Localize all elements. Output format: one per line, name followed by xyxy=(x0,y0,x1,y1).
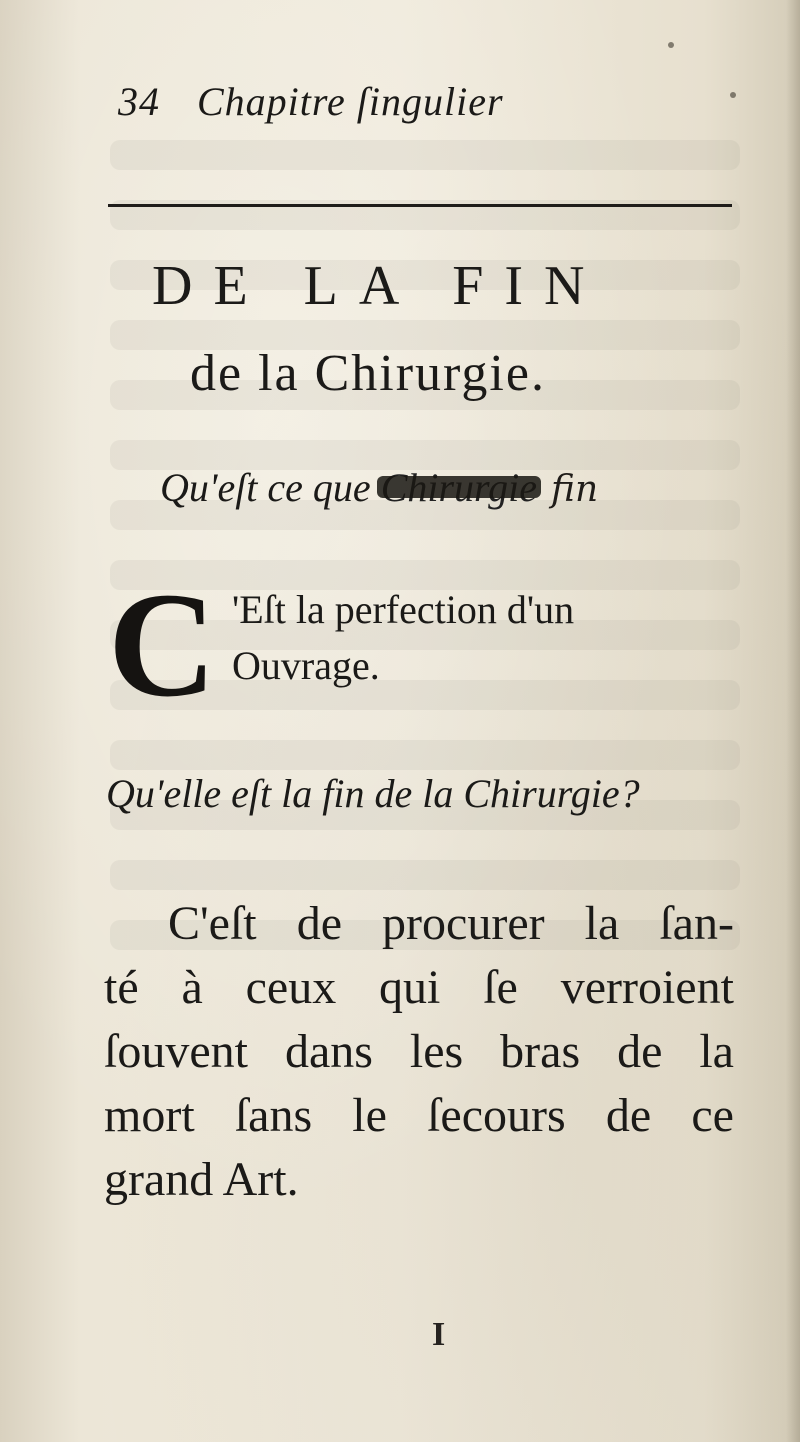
word: ce xyxy=(691,1089,734,1142)
answer-2-line-2 xyxy=(104,956,734,1020)
word: procurer xyxy=(382,897,545,950)
ink-speck xyxy=(668,42,674,48)
answer-2-line-1 xyxy=(104,892,734,956)
word: ſouvent xyxy=(104,1025,248,1078)
word: verroient xyxy=(560,961,734,1014)
chapter-title: DE LA FIN xyxy=(152,255,606,317)
bleed-through-texture xyxy=(110,120,740,980)
question-1 xyxy=(160,464,598,511)
running-title: Chapitre ſingulier xyxy=(197,79,504,124)
drop-capital: C xyxy=(108,562,217,728)
word: de xyxy=(605,1089,652,1142)
ink-strike xyxy=(377,476,541,498)
word: bras xyxy=(500,1025,581,1078)
answer-1-line-2: Ouvrage. xyxy=(232,643,380,688)
question-1-prefix: Qu'eſt ce que xyxy=(160,465,371,510)
answer-2 xyxy=(104,892,734,1212)
answer-1 xyxy=(232,582,732,694)
word: la xyxy=(699,1025,734,1078)
running-head xyxy=(118,78,504,125)
ink-speck xyxy=(730,92,736,98)
answer-2-line-5: grand Art. xyxy=(104,1153,299,1206)
page-number: 34 xyxy=(118,79,160,124)
word: té xyxy=(104,961,139,1014)
word: la xyxy=(584,897,620,950)
word: de xyxy=(617,1025,663,1078)
word: les xyxy=(409,1025,464,1078)
word: ſans xyxy=(234,1089,313,1142)
word: mort xyxy=(104,1089,195,1142)
word: ſecours xyxy=(427,1089,566,1142)
word: à xyxy=(181,961,203,1014)
word: de xyxy=(296,897,342,950)
handwritten-correction: fin xyxy=(551,469,599,510)
answer-2-line-4 xyxy=(104,1084,734,1148)
word: ſan- xyxy=(659,897,734,950)
word: le xyxy=(352,1089,387,1142)
header-rule xyxy=(108,204,732,207)
page-edge-shadow xyxy=(786,0,800,1442)
word: dans xyxy=(284,1025,373,1078)
question-2: Qu'elle eſt la fin de la Chirurgie? xyxy=(106,771,640,816)
word: qui xyxy=(379,961,441,1014)
word: C'eſt xyxy=(168,897,257,950)
signature-mark: I xyxy=(432,1316,446,1353)
answer-1-line-1: 'Eſt la perfection d'un xyxy=(232,587,575,632)
struck-word xyxy=(381,464,537,511)
word: ſe xyxy=(483,961,518,1014)
answer-2-line-3 xyxy=(104,1020,734,1084)
word: ceux xyxy=(245,961,337,1014)
chapter-subtitle: de la Chirurgie. xyxy=(190,345,546,402)
